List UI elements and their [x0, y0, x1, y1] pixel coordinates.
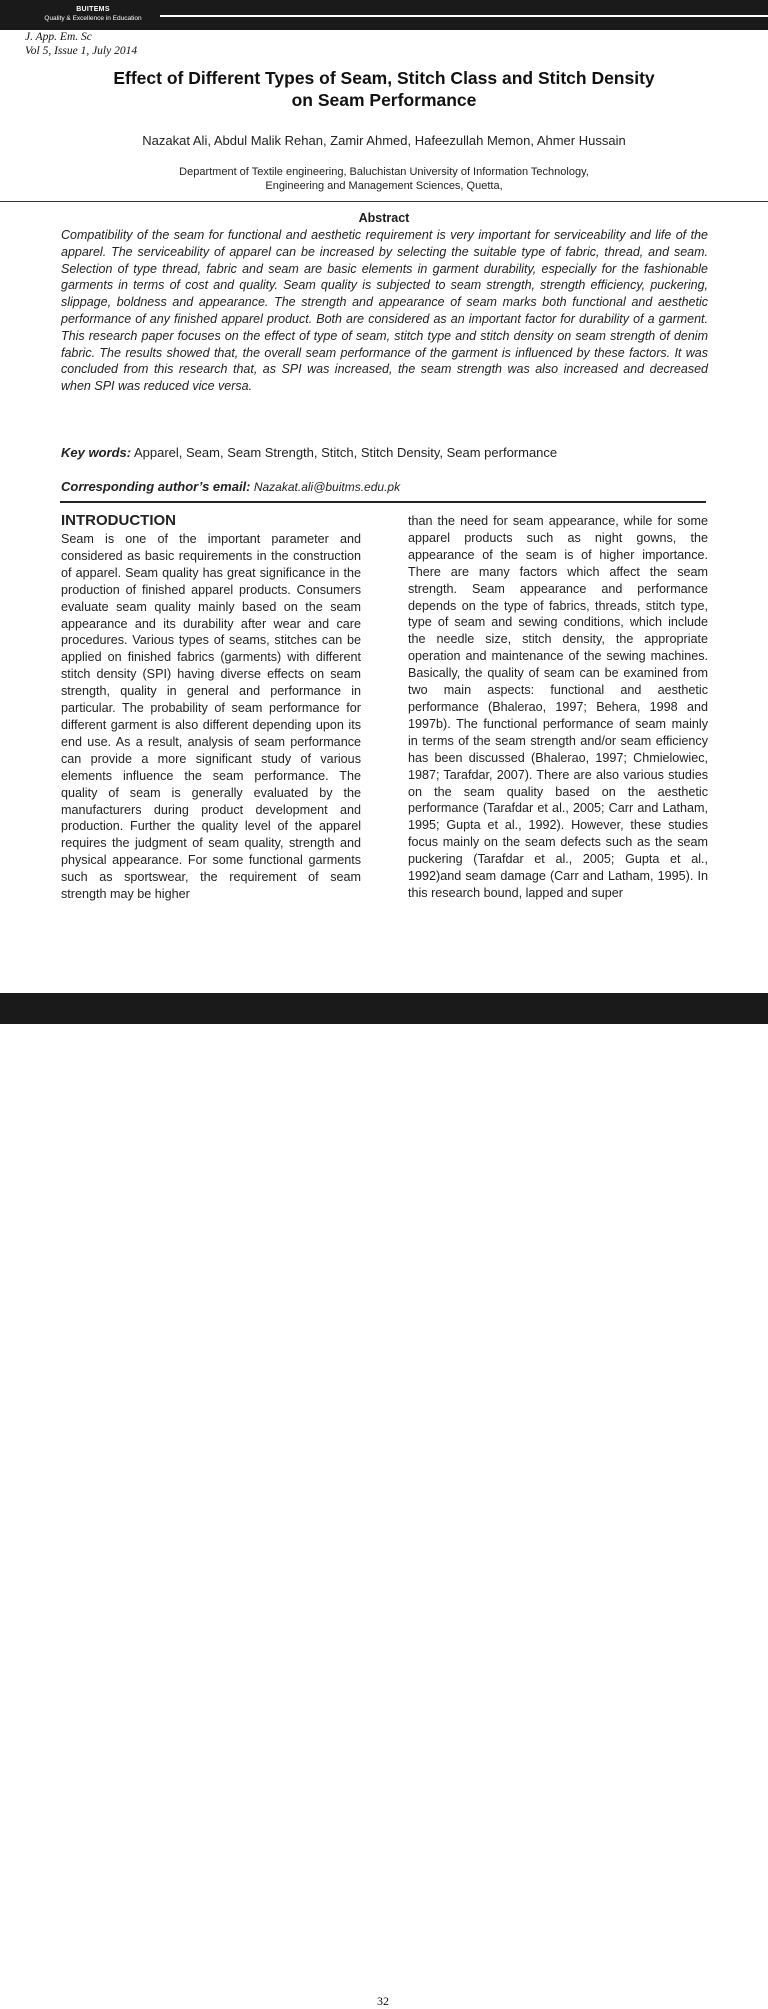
- introduction-text-right: than the need for seam appearance, while for some apparel products such as night gowns, the appearance of the seam is of higher importance. There are many factors which affect the seam strength. Seam appearance and performance depends on the type of fabrics, threads, stitch type, type of seam and sewing conditions, which include the needle size, stitch density, the appropriate operation and maintenance of the sewing machines. Basically, the quality of seam can be examined from two main aspects: functional and aesthetic performance (Bhalerao, 1997; Behera, 1998 and 1997b). The functional performance of seam mainly in terms of the seam strength and/or seam efficiency has been discussed (Bhalerao, 1997; Chmielowiec, 1987; Tarafdar, 2007). There are also various studies on the seam quality based on the aesthetic performance (Tarafdar et al., 2005; Carr and Latham, 1995; Gupta et al., 1992). However, these studies focus mainly on the seam defects such as the seam puckering (Tarafdar et al., 2005; Gupta et al., 1992)and seam damage (Carr and Latham, 1995). In this research bound, lapped and super: [408, 514, 708, 900]
- email-label: Corresponding author’s email:: [61, 479, 251, 494]
- brand-logo: [28, 5, 158, 23]
- journal-volume: Vol 5, Issue 1, July 2014: [25, 45, 138, 57]
- abstract-heading: Abstract: [358, 211, 410, 225]
- introduction-heading: INTRODUCTION: [61, 512, 176, 529]
- affiliation-line-2: Engineering and Management Sciences, Quetta,: [265, 180, 503, 192]
- brand-name: BUITEMS: [76, 6, 110, 13]
- page-number: 32: [356, 1993, 410, 2009]
- email-value: Nazakat.ali@buitms.edu.pk: [250, 480, 401, 494]
- affiliation-line-1: Department of Textile engineering, Baluchistan University of Information Technology,: [179, 166, 589, 178]
- header-rule: [160, 15, 768, 17]
- journal-citation: [25, 30, 137, 58]
- paper-title: [20, 67, 748, 111]
- body-column-left: [61, 511, 361, 903]
- keywords: [61, 444, 721, 461]
- footer-band: [0, 993, 768, 2008]
- paper-title-line-2: on Seam Performance: [291, 90, 477, 110]
- corresponding-email: [61, 478, 721, 496]
- header-band: [0, 0, 768, 30]
- introduction-text-left: Seam is one of the important parameter and considered as basic requirements in the construction of apparel. Seam quality has great significance in the production of finished apparel products. Consumers evaluate seam quality mainly based on the seam appearance and its durability after wear and care procedures. Various types of seams, stitches can be applied on finished fabrics (garments) with different stitch density (SPI) having diverse effects on seam strength, quality in general and performance in particular. The probability of seam performance for different garment is also different depending upon its end use. As a result, analysis of seam performance can provide a more significant study of various elements influence the seam performance. The quality of seam is generally evaluated by the manufacturers during product development and production. Further the quality level of the apparel requires the judgment of seam quality, strength and physical appearance. For some functional garments such as sportswear, the requirement of seam strength may be higher: [61, 532, 361, 902]
- brand-tagline: Quality & Excellence in Education: [44, 15, 142, 22]
- paper-affiliation: [20, 165, 748, 193]
- keywords-label: Key words:: [61, 445, 132, 460]
- header-divider: [0, 201, 768, 202]
- paper-authors: Nazakat Ali, Abdul Malik Rehan, Zamir Ahmed, Hafeezullah Memon, Ahmer Hussain: [142, 133, 626, 148]
- section-divider: [60, 501, 706, 503]
- paper-title-line-1: Effect of Different Types of Seam, Stitch Class and Stitch Density: [113, 68, 655, 88]
- body-column-right: [408, 513, 708, 902]
- abstract-text: Compatibility of the seam for functional and aesthetic requirement is very important for serviceability and life of the apparel. The serviceability of apparel can be increased by selecting the suitable type of fabric, thread, and seam. Selection of type thread, fabric and seam are basic elements in garment durability, especially for the fashionable garments in terms of cost and quality. Seam quality is subjected to seam strength, strength efficiency, puckering, slippage, boldness and appearance. The strength and appearance of seam marks both functional and aesthetic performance of any finished apparel product. Both are considered as an important factor for durability of a garment. This research paper focuses on the effect of type of seam, stitch type and stitch density on seam strength of denim fabric. The results showed that, the overall seam performance of the garment is influenced by these factors. It was concluded from this research that, as SPI was increased, the seam strength was also increased and decreased when SPI was reduced vice versa.: [61, 228, 708, 394]
- journal-name: J. App. Em. Sc: [25, 31, 92, 43]
- keywords-value: Apparel, Seam, Seam Strength, Stitch, Stitch Density, Seam performance: [131, 445, 558, 460]
